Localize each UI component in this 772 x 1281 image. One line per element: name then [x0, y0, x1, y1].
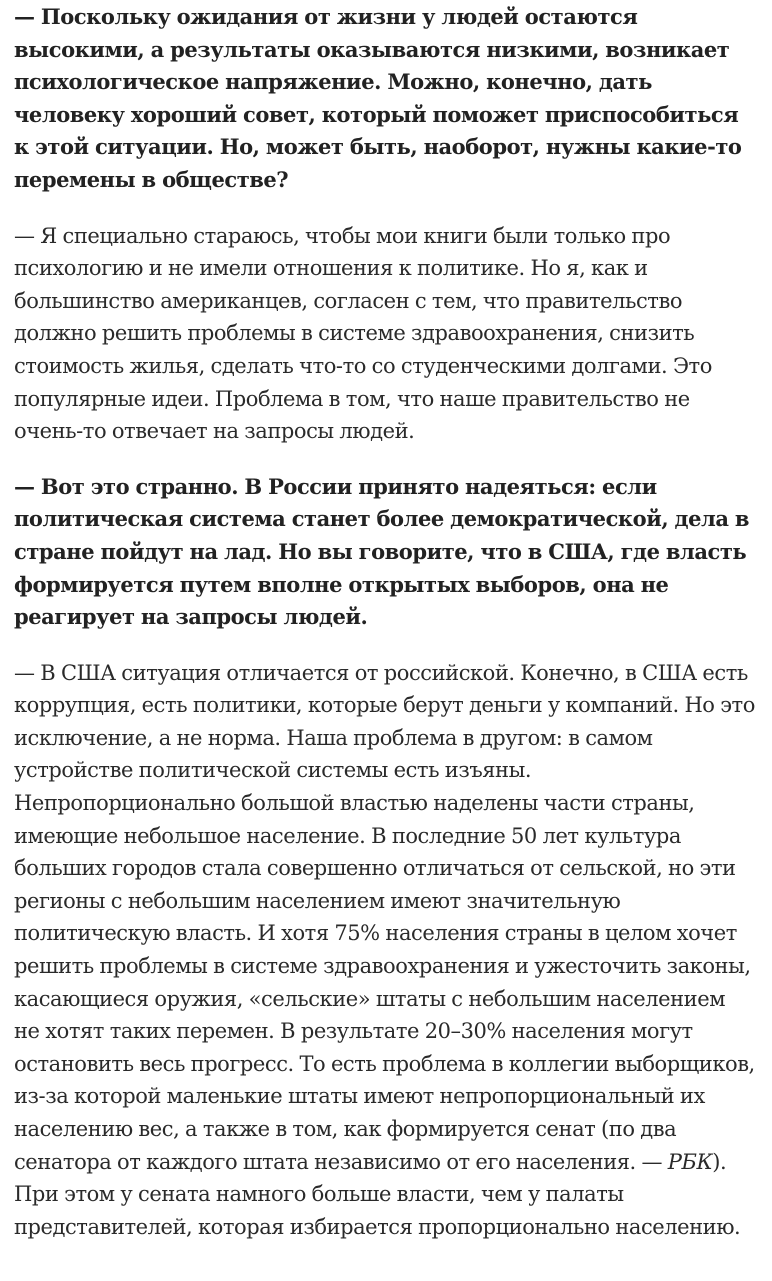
answer-text-part: ). При этом у сената намного больше власти, чем у палаты представителей, которая избирается пропорционально населению.	[14, 1149, 741, 1239]
source-credit: РБК	[667, 1149, 713, 1174]
interview-answer	[14, 657, 756, 1244]
interview-question: — Вот это странно. В России принято надеяться: если политическая система станет более демократической, дела в стране пойдут на лад. Но вы говорите, что в США, где власть формируется путем вполне открытых выборов, она не реагирует на запросы людей.	[14, 473, 750, 630]
article-body	[0, 1, 772, 1243]
answer-text-part: — В США ситуация отличается от российской. Конечно, в США есть коррупция, есть политики, которые берут деньги у компаний. Но это исключение, а не норма. Наша проблема в другом: в самом устройстве политической системы есть изъяны. Непропорционально большой властью наделены части страны, имеющие небольшое население. В последние 50 лет культура больших городов стала совершенно отличаться от сельской, но эти регионы с небольшим населением имеют значительную политическую власть. И хотя 75% населения страны в целом хочет решить проблемы в системе здравоохранения и ужесточить законы, касающиеся оружия, «сельские» штаты с небольшим населением не хотят таких перемен. В результате 20–30% населения могут остановить весь прогресс. То есть проблема в коллегии выборщиков, из-за которой маленькие штаты имеют непропорциональный их населению вес, а также в том, как формируется сенат (по два сенатора от каждого штата независимо от его населения. —	[14, 660, 755, 1174]
interview-question: — Поскольку ожидания от жизни у людей остаются высокими, а результаты оказываются низкими, возникает психологическое напряжение. Можно, конечно, дать человеку хороший совет, который поможет приспособиться к этой ситуации. Но, может быть, наоборот, нужны какие-то перемены в обществе?	[14, 4, 742, 192]
interview-answer: — Я специально стараюсь, чтобы мои книги были только про психологию и не имели отношения к политике. Но я, как и большинство американцев, согласен с тем, что правительство должно решить проблемы в системе здравоохранения, снизить стоимость жилья, сделать что-то со студенческими долгами. Это популярные идеи. Проблема в том, что наше правительство не очень-то отвечает на запросы людей.	[14, 223, 712, 444]
